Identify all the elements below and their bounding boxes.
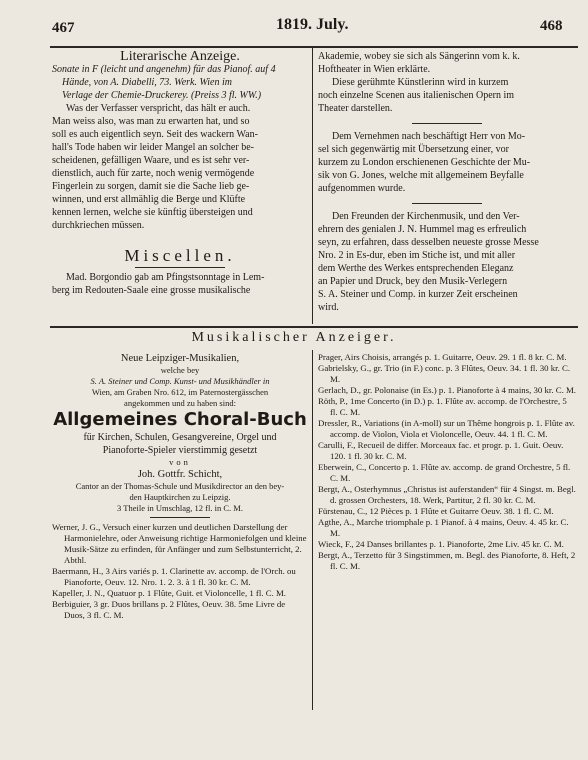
news-line: sik von G. Jones, welche mit allgemeinem Beyfalle (318, 170, 524, 181)
sonata-line: Sonate in F (leicht und angenehm) für das Pianof. auf 4 (52, 64, 276, 75)
news-line: Diese gerühmte Künstlerinn wird in kurzem (332, 77, 509, 88)
review-line: Man weiss also, was man zu erwarten hat, und so (52, 116, 250, 127)
catalog-entry: Bergt, A., Osterhymnus „Christus ist auferstanden“ für 4 Singst. m. Begl. d. grossen Orchesters, 18. Werk, Partitur, 2 fl. 30 kr. C. M. (318, 484, 576, 505)
miscellany-line: berg im Redouten-Saale eine grosse musikalische (52, 285, 251, 296)
literary-notice-title: Literarische Anzeige. (120, 49, 240, 64)
advert-right-column (318, 352, 576, 572)
separator-rule (412, 203, 482, 204)
catalog-entry: Carulli, F., Recueil de differ. Morceaux fac. et progr. p. 1. Guit. Oeuv. 120. 1 fl. 30 kr. C. M. (318, 440, 564, 461)
catalog-entry: Werner, J. G., Versuch einer kurzen und deutlichen Darstellung der Harmonielehre, oder Anweisung richtige Harmoniefolgen und kleine Musik-Sätze zu erfinden, für Anfänger und zum Selbstunterricht, 2. Abthl. (52, 522, 307, 565)
review-line: hall's Tode haben wir leider Mangel an solcher be- (52, 142, 254, 153)
review-line: Fingerlein zu sorgen, damit sie die Sache lieb ge- (52, 181, 250, 192)
intro-line: S. A. Steiner und Comp. Kunst- und Musikhändler in (90, 376, 270, 386)
review-line: durchkriechen müssen. (52, 220, 145, 231)
news-line: Theater darstellen. (318, 103, 393, 114)
catalog-entry: Wieck, F., 24 Danses brillantes p. 1. Pianoforte, 2me Liv. 45 kr. C. M. (318, 539, 564, 549)
author-role: Cantor an der Thomas-Schule und Musikdirector an den bey- (75, 481, 285, 491)
choral-description: Pianoforte-Spieler vierstimmig gesetzt (102, 445, 258, 456)
news-line: seyn, zu erfahren, dass desselben neueste grosse Messe (318, 237, 539, 248)
news-line: an Papier und Druck, bey den Musik-Verlegern (318, 276, 508, 287)
catalog-entry: Bergt, A., Terzetto für 3 Singstimmen, m. Begl. des Pianoforte, 8. Heft, 2 fl. C. M. (318, 550, 576, 571)
review-line: soll es auch eigentlich seyn. Seit des wackern Wan- (52, 129, 258, 140)
header-rule (50, 46, 578, 48)
intro-line: Wien, am Graben Nro. 612, im Paternostergässchen (91, 387, 269, 397)
intro-line: angekommen und zu haben sind: (124, 398, 236, 408)
intro-line: welche bey (160, 365, 200, 375)
catalog-entry: Kapeller, J. N., Quatuor p. 1 Flûte, Guit. et Violoncelle, 1 fl. C. M. (52, 588, 286, 598)
sonata-line: Hände, von A. Diabelli, 73. Werk. Wien im (62, 77, 232, 88)
review-line: scheidenen, gefälligen Waare, und es ist sehr ver- (52, 155, 250, 166)
news-line: kurzem zu London erschienenen Geschichte der Mu- (318, 157, 531, 168)
right-column (318, 50, 576, 314)
left-column (52, 50, 308, 297)
news-line: S. A. Steiner und Comp. in kurzer Zeit erscheinen (318, 289, 518, 300)
column-divider-bottom (312, 350, 313, 710)
choral-description: für Kirchen, Schulen, Gesangvereine, Orgel und (83, 432, 277, 443)
catalog-entry: Gabrielsky, G., gr. Trio (in F.) conc. p. 3 Flûtes, Oeuv. 34. 1 fl. 30 kr. C. M. (318, 363, 571, 384)
news-line: ehrern des genialen J. N. Hummel mag es erfreulich (318, 224, 527, 235)
section-rule (50, 326, 578, 328)
leipzig-heading: Neue Leipziger-Musikalien, (120, 353, 240, 364)
catalog-entry: Eberwein, C., Concerto p. 1. Flûte av. accomp. de grand Orchestre, 5 fl. C. M. (318, 462, 571, 483)
miscellany-title: Miscellen. (124, 246, 236, 265)
author-name: Joh. Gottfr. Schicht, (137, 469, 223, 480)
news-line: Akademie, wobey sie sich als Sängerinn vom k. k. (318, 51, 520, 62)
catalog-entry: Fürstenau, C., 12 Pièces p. 1 Flûte et Guitarre Oeuv. 38. 1 fl. C. M. (318, 506, 554, 516)
separator-rule (412, 123, 482, 124)
news-line: Hoftheater in Wien erklärte. (318, 64, 431, 75)
miscellany-line: Mad. Borgondio gab am Pfingstsonntage in Lem- (66, 272, 265, 283)
news-line: sel sich gegenwärtig mit Übersetzung einer, vor (318, 144, 509, 155)
catalog-entry: Baermann, H., 3 Airs variés p. 1. Clarinette av. accomp. de l'Orch. ou Pianoforte, Oeuv. 12. Nro. 1. 2. 3. à 1 fl. 30 kr. C. M. (52, 566, 296, 587)
news-line: Den Freunden der Kirchenmusik, und den Ver- (332, 211, 520, 222)
choral-price: 3 Theile in Umschlag, 12 fl. in C. M. (117, 503, 243, 513)
news-line: Dem Vernehmen nach beschäftigt Herr von Mo- (332, 131, 526, 142)
news-line: noch einzelne Scenen aus italienischen Opern im (318, 90, 515, 101)
author-role: den Hauptkirchen zu Leipzig. (129, 492, 231, 502)
review-line: Was der Verfasser verspricht, das hält er auch. (66, 103, 251, 114)
choral-book-title: Allgemeines Choral-Buch (53, 409, 307, 430)
von-label: von (169, 457, 191, 467)
catalog-entry: Gerlach, D., gr. Polonaise (in Es.) p. 1. Pianoforte à 4 mains, 30 kr. C. M. (318, 385, 577, 395)
music-advertiser-title: Musikalischer Anzeiger. (191, 330, 397, 345)
catalog-entry: Dressler, R., Variations (in A-moll) sur un Thême hongrois p. 1. Flûte av. accomp. de Violon, Viola et Violoncelle, Oeuv. 44. 1 fl. C. M. (318, 418, 575, 439)
news-line: Nro. 2 in Es-dur, eben im Stiche ist, und mit aller (318, 250, 516, 261)
miscellany-rule (135, 267, 225, 268)
header-date: 1819. July. (276, 16, 349, 33)
advert-left-column (52, 352, 308, 621)
page-number-left: 467 (52, 20, 75, 36)
separator-rule (150, 517, 210, 518)
page-header (0, 8, 588, 48)
page-number-right: 468 (540, 18, 563, 34)
review-line: dienstlich, auch für zarte, noch wenig vermögende (52, 168, 255, 179)
catalog-entry: Berbiguier, 3 gr. Duos brillans p. 2 Flûtes, Oeuv. 38. 5me Livre de Duos, 3 fl. C. M. (52, 599, 286, 620)
column-divider-top (312, 48, 313, 324)
news-line: aufgenommen wurde. (318, 183, 406, 194)
sonata-line: Verlage der Chemie-Druckerey. (Preiss 3 fl. WW.) (62, 90, 262, 101)
catalog-entry: Agthe, A., Marche triomphale p. 1 Pianof. à 4 mains, Oeuv. 4. 45 kr. C. M. (318, 517, 569, 538)
review-line: kennen lernen, welche sie künftig übersteigen und (52, 207, 253, 218)
catalog-entry: Prager, Airs Choisis, arrangés p. 1. Guitarre, Oeuv. 29. 1 fl. 8 kr. C. M. (318, 352, 567, 362)
review-line: winnen, und erst allmählig die Berge und Klüfte (52, 194, 246, 205)
news-line: wird. (318, 302, 339, 313)
catalog-entry: Röth, P., 1me Concerto (in D.) p. 1. Flûte av. accomp. de l'Orchestre, 5 fl. C. M. (318, 396, 567, 417)
news-line: dem Werthe des Werkes entsprechenden Eleganz (318, 263, 514, 274)
